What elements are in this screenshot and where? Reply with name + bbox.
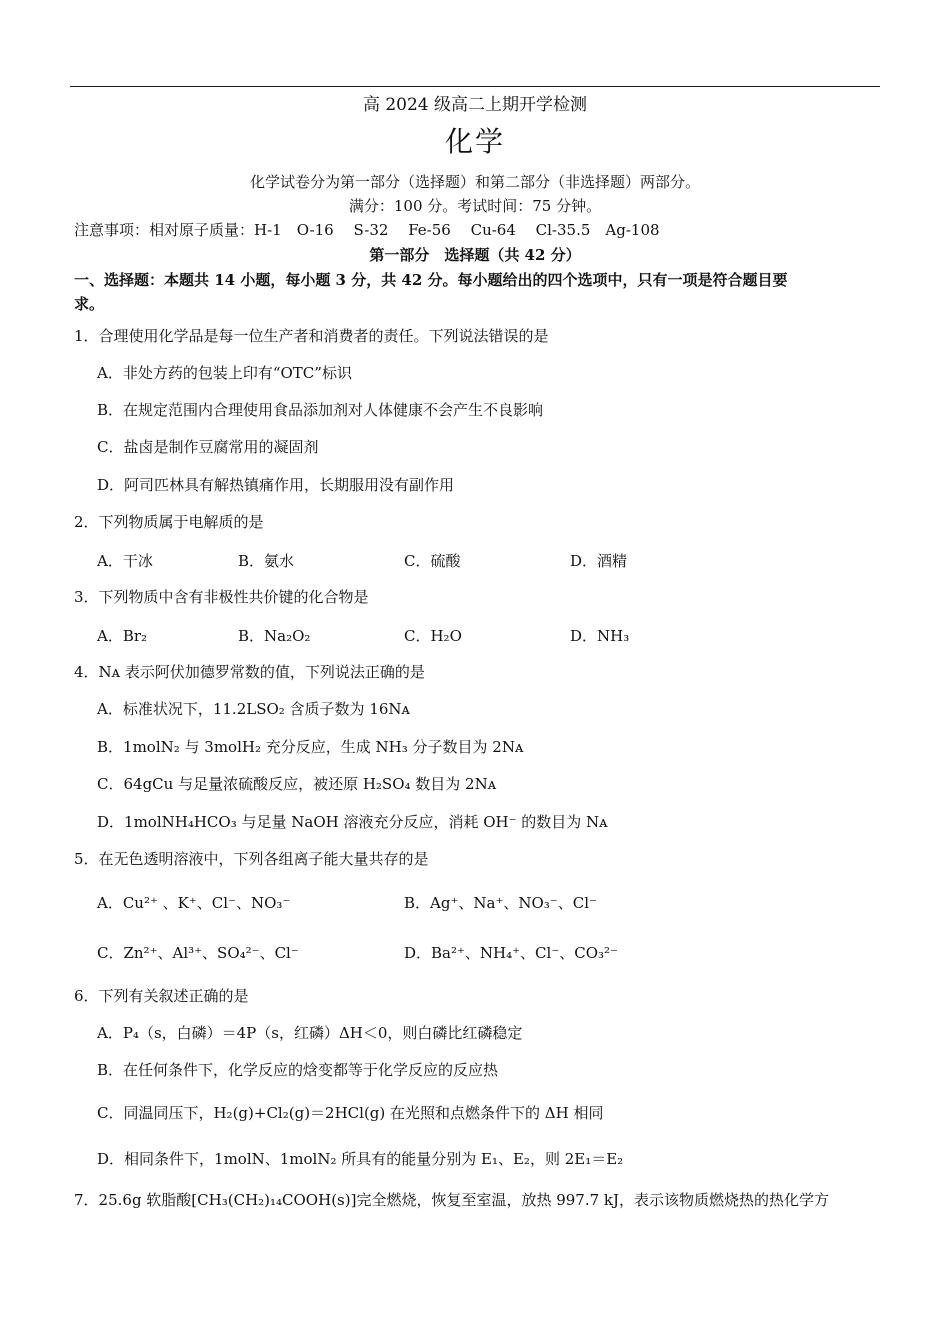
exam-subtitle: 高 2024 级高二上期开学检测: [362, 95, 588, 115]
q4-option-a: A．标准状况下，11.2LSO₂ 含质子数为 16Nᴀ: [97, 700, 411, 718]
q2-option-c: C．硫酸: [404, 552, 461, 570]
q2-option-d: D．酒精: [570, 552, 628, 570]
header-rule: [70, 86, 880, 87]
notice-line: 注意事项：相对原子质量：H-1 O-16 S-32 Fe-56 Cu-64 Cl-35.5 Ag-108: [74, 221, 660, 239]
section-instruction-2: 求。: [74, 295, 105, 313]
q5-option-a: A．Cu²⁺ 、K⁺、Cl⁻、NO₃⁻: [97, 894, 291, 912]
q1-option-c: C．盐卤是制作豆腐常用的凝固剂: [97, 438, 319, 456]
q2-option-a: A．干冰: [97, 552, 153, 570]
q3-option-d: D．NH₃: [570, 627, 630, 645]
q5-stem: 5．在无色透明溶液中，下列各组离子能大量共存的是: [74, 850, 429, 868]
q4-stem: 4．Nᴀ 表示阿伏加德罗常数的值，下列说法正确的是: [74, 663, 425, 681]
q4-option-c: C．64gCu 与足量浓硫酸反应，被还原 H₂SO₄ 数目为 2Nᴀ: [97, 775, 497, 793]
exam-title: 化学: [444, 125, 505, 158]
q4-option-b: B．1molN₂ 与 3molH₂ 充分反应，生成 NH₃ 分子数目为 2Nᴀ: [97, 738, 524, 756]
intro-line-1: 化学试卷分为第一部分（选择题）和第二部分（非选择题）两部分。: [249, 173, 700, 191]
q3-option-a: A．Br₂: [97, 627, 148, 645]
q5-option-b: B．Ag⁺、Na⁺、NO₃⁻、Cl⁻: [404, 894, 597, 912]
q6-option-d: D．相同条件下，1molN、1molN₂ 所具有的能量分别为 E₁、E₂，则 2E₁＝E₂: [97, 1150, 624, 1168]
q5-option-c: C．Zn²⁺、Al³⁺、SO₄²⁻、Cl⁻: [97, 944, 299, 962]
q3-stem: 3．下列物质中含有非极性共价键的化合物是: [74, 588, 369, 606]
q5-option-d: D．Ba²⁺、NH₄⁺、Cl⁻、CO₃²⁻: [404, 944, 618, 962]
q3-option-c: C．H₂O: [404, 627, 462, 645]
section-title: 第一部分 选择题（共 42 分）: [369, 246, 581, 264]
q7-stem: 7．25.6g 软脂酸[CH₃(CH₂)₁₄COOH(s)]完全燃烧，恢复至室温，放热 997.7 kJ，表示该物质燃烧热的热化学方: [74, 1191, 830, 1209]
q6-option-b: B．在任何条件下，化学反应的焓变都等于化学反应的反应热: [97, 1061, 499, 1079]
q1-stem: 1．合理使用化学品是每一位生产者和消费者的责任。下列说法错误的是: [74, 327, 549, 345]
q3-option-b: B．Na₂O₂: [238, 627, 311, 645]
q6-option-c: C．同温同压下，H₂(g)+Cl₂(g)＝2HCl(g) 在光照和点燃条件下的 ΔH 相同: [97, 1104, 604, 1122]
section-instruction-1: 一、选择题：本题共 14 小题，每小题 3 分，共 42 分。每小题给出的四个选项中，只有一项是符合题目要: [74, 271, 788, 289]
q1-option-a: A．非处方药的包装上印有“OTC”标识: [97, 364, 352, 382]
q4-option-d: D．1molNH₄HCO₃ 与足量 NaOH 溶液充分反应，消耗 OH⁻ 的数目为 Nᴀ: [97, 813, 608, 831]
q1-option-d: D．阿司匹林具有解热镇痛作用，长期服用没有副作用: [97, 476, 455, 494]
q6-option-a: A．P₄（s，白磷）＝4P（s，红磷）ΔH＜0，则白磷比红磷稳定: [97, 1024, 523, 1042]
q1-option-b: B．在规定范围内合理使用食品添加剂对人体健康不会产生不良影响: [97, 401, 544, 419]
q6-stem: 6．下列有关叙述正确的是: [74, 987, 249, 1005]
q2-option-b: B．氨水: [238, 552, 295, 570]
q2-stem: 2．下列物质属于电解质的是: [74, 513, 264, 531]
intro-line-2: 满分：100 分。考试时间：75 分钟。: [348, 197, 602, 215]
